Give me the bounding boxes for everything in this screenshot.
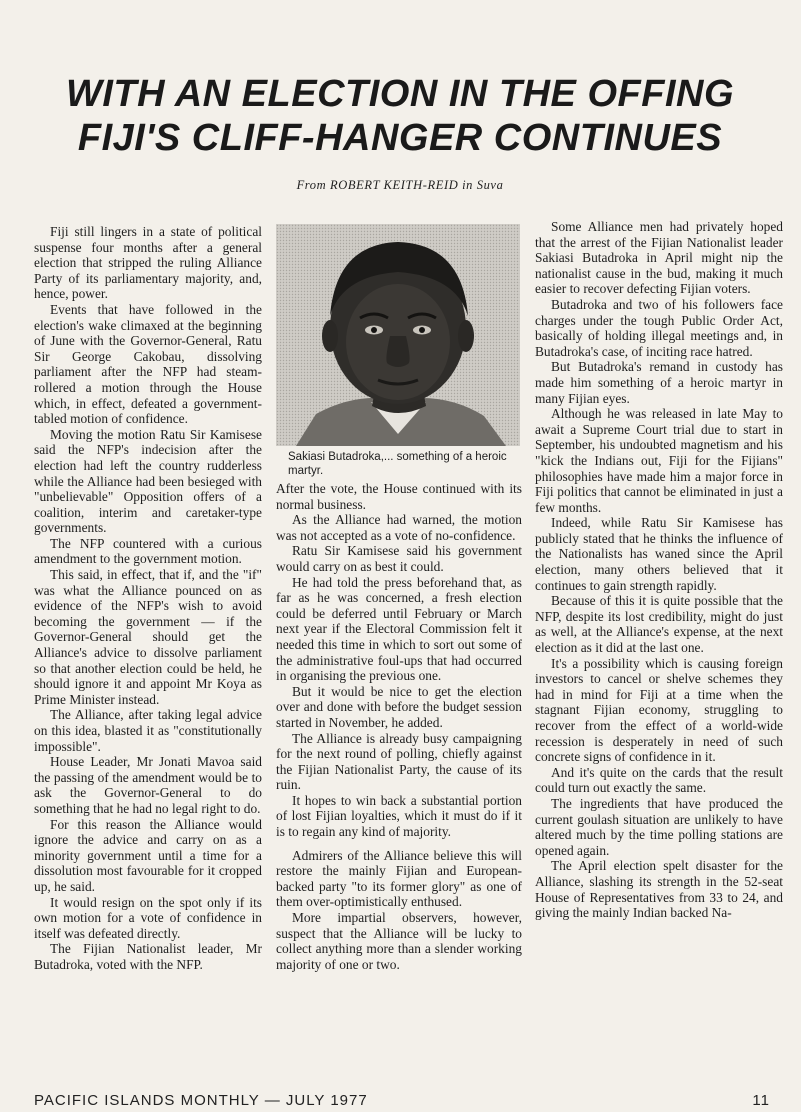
paragraph: After the vote, the House continued with its normal business.: [276, 481, 522, 512]
paragraph: The Alliance, after taking legal advice on this idea, blasted it as "constitutionally impossible".: [34, 707, 262, 754]
page-footer: [34, 1092, 774, 1112]
paragraph: As the Alliance had warned, the motion was not accepted as a vote of no-confidence.: [276, 512, 522, 543]
headline-line-2: FIJI'S CLIFF-HANGER CONTINUES: [77, 117, 723, 159]
headline-line-1: WITH AN ELECTION IN THE OFFING: [66, 73, 734, 115]
paragraph: Butadroka and two of his followers face charges under the tough Public Order Act, basically of holding illegal meetings and, in Butadroka's case, of inciting race hatred.: [535, 296, 783, 359]
page-number: 11: [752, 1092, 770, 1109]
paragraph: Events that have followed in the election's wake climaxed at the beginning of June with the Governor-General, Ratu Sir George Cakobau, dissolving parliament after the NFP had steam-rollered a motion through the House which, in effect, defeated a government-tabled motion of confidence.: [34, 301, 262, 427]
portrait-photo: [276, 224, 520, 446]
paragraph: The Alliance is already busy campaigning for the next round of polling, chiefly against the Fijian Nationalist Party, the cause of its ruin.: [276, 730, 522, 793]
paragraph: But it would be nice to get the election over and done with before the budget session started in November, he added.: [276, 683, 522, 730]
paragraph: The NFP countered with a curious amendment to the government motion.: [34, 535, 262, 567]
column-1: [34, 224, 262, 1092]
paragraph: It hopes to win back a substantial portion of lost Fijian loyalties, which it must do if it is to regain any kind of majority.: [276, 792, 522, 840]
paragraph: But Butadroka's remand in custody has made him something of a heroic martyr in many Fijian eyes.: [535, 359, 783, 406]
photo-caption: Sakiasi Butadroka,... something of a heroic martyr.: [288, 451, 507, 477]
publication-name: PACIFIC ISLANDS MONTHLY — JULY 1977: [34, 1092, 368, 1109]
paragraph: Admirers of the Alliance believe this will restore the mainly Fijian and European-backed party "to its former glory" as one of them over-optimistically enthused.: [276, 847, 522, 910]
paragraph: It would resign on the spot only if its own motion for a vote of confidence in itself was defeated directly.: [34, 894, 262, 941]
byline: From ROBERT KEITH-REID in Suva: [296, 178, 504, 192]
paragraph: The ingredients that have produced the current goulash situation are unlikely to have altered much by the time polling stations are opened again.: [535, 795, 783, 858]
article-headline: [40, 72, 760, 160]
paragraph: More impartial observers, however, suspect that the Alliance will be lucky to collect anything more than a slender working majority of one or two.: [276, 910, 522, 972]
paragraph: And it's quite on the cards that the result could turn out exactly the same.: [535, 764, 783, 796]
paragraph: Ratu Sir Kamisese said his government would carry on as best it could.: [276, 543, 522, 574]
paragraph: Because of this it is quite possible that the NFP, despite its lost credibility, might do just as well, at the Alliance's expense, at the next election as it did at the last one.: [535, 593, 783, 656]
paragraph: This said, in effect, that if, and the "if" was what the Alliance pounced on as evidence of the NFP's wish to avoid becoming the government — if the Governor-General should get the Alliance's advice to dissolve parliament so that another election could be held, he should ignore it and appoint Mr Koya as Prime Minister instead.: [34, 567, 262, 707]
paragraph: Some Alliance men had privately hoped that the arrest of the Fijian Nationalist leader Sakiasi Butadroka in April might nip the nationalist cause in the bud, making it much easier to recover defecting Fijian voters.: [535, 219, 783, 297]
column-3: [535, 219, 783, 1087]
paragraph: He had told the press beforehand that, as far as he was concerned, a fresh election could be deferred until February or March next year if the Electoral Commission felt it needed this time in which to sort out some of the administrative foul-ups that had occurred in organising the previous one.: [276, 574, 522, 684]
paragraph: The April election spelt disaster for the Alliance, slashing its strength in the 52-seat House of Representatives from 33 to 24, and giving the mainly Indian backed Na-: [535, 858, 783, 921]
paragraph: The Fijian Nationalist leader, Mr Butadroka, voted with the NFP.: [34, 941, 262, 972]
column-2: [276, 224, 522, 1092]
paragraph: Indeed, while Ratu Sir Kamisese has publicly stated that he thinks the influence of the Nationalists has waned since the April election, many others believed that it continues to gain strength rapidly.: [535, 515, 783, 593]
paragraph: House Leader, Mr Jonati Mavoa said the passing of the amendment would be to ask the Governor-General to do something that he had no legal right to do.: [34, 754, 262, 816]
portrait-illustration: [276, 224, 520, 446]
paragraph: Although he was released in late May to await a Supreme Court trial due to start in September, his undoubted magnetism and his "kick the Indians out, Fiji for the Fijians" philosophies have made him a major force in Fiji politics that cannot be eliminated in just a few months.: [535, 406, 783, 515]
paragraph: Moving the motion Ratu Sir Kamisese said the NFP's indecision after the election had left the country rudderless while the Alliance had been besieged with "unbelievable" Opposition offers of a coalition, interim and caretaker-type governments.: [34, 426, 262, 536]
paragraph: Fiji still lingers in a state of political suspense four months after a general election that stripped the ruling Alliance Party of its parliamentary majority, and, hence, power.: [34, 224, 262, 302]
paragraph: For this reason the Alliance would ignore the advice and carry on as a minority government until a time for a dissolution most favourable for it cropped up, he said.: [34, 816, 262, 894]
paragraph: It's a possibility which is causing foreign investors to cancel or shelve schemes they had in mind for Fiji at a time when the stagnant Fijian economy, struggling to recover from the effect of a world-wide recession is desperately in need of such concrete signs of confidence in it.: [535, 655, 783, 765]
